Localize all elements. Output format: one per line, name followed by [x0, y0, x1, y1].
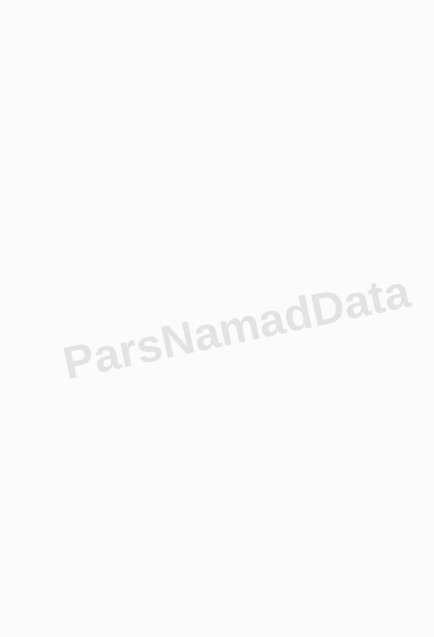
notice-body	[9, 10, 425, 570]
